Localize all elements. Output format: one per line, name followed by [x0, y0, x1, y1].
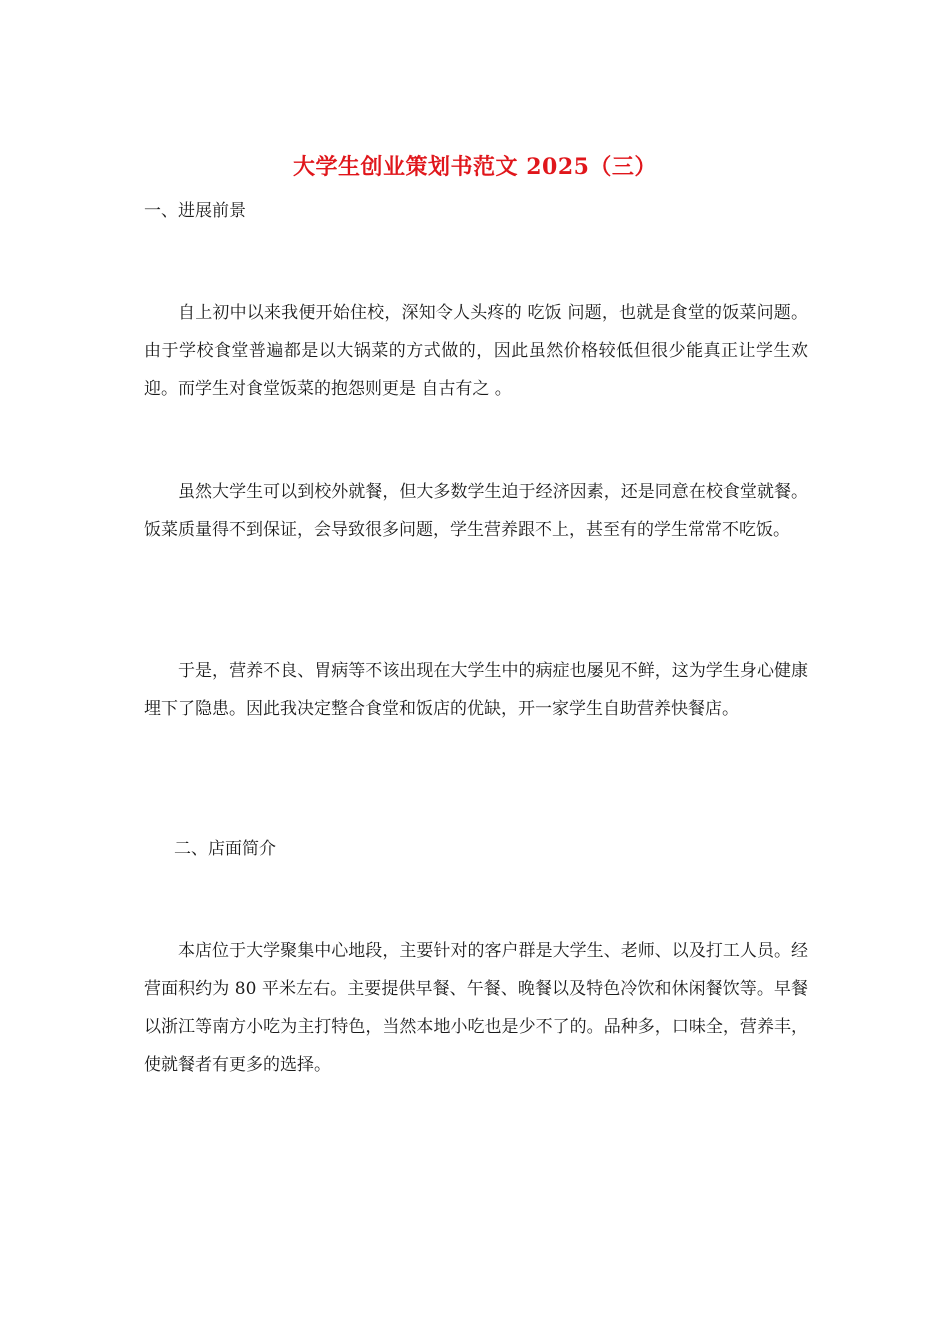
paragraph-store-intro: 本店位于大学聚集中心地段，主要针对的客户群是大学生、老师、以及打工人员。经营面积约为 80 平米左右。主要提供早餐、午餐、晚餐以及特色冷饮和休闲餐饮等。早餐以浙江等南方小吃为主打特色，当然本地小吃也是少不了的。品种多，口味全，营养丰，使就餐者有更多的选择。 — [144, 941, 808, 1075]
paragraph-health: 于是，营养不良、胃病等不该出现在大学生中的病症也屡见不鲜，这为学生身心健康埋下了隐患。因此我决定整合食堂和饭店的优缺，开一家学生自助营养快餐店。 — [144, 661, 808, 719]
paragraph-dining: 虽然大学生可以到校外就餐，但大多数学生迫于经济因素，还是同意在校食堂就餐。饭菜质量得不到保证，会导致很多问题，学生营养跟不上，甚至有的学生常常不吃饭。 — [144, 482, 808, 540]
section-heading-store: 二、店面简介 — [174, 839, 276, 859]
paragraph-intro: 自上初中以来我便开始住校，深知令人头疼的 吃饭 问题，也就是食堂的饭菜问题。由于学校食堂普遍都是以大锅菜的方式做的，因此虽然价格较低但很少能真正让学生欢迎。而学生对食堂饭菜的抱怨则更是 自古有之 。 — [144, 303, 808, 399]
section-heading-background: 一、进展前景 — [144, 201, 246, 221]
document-title: 大学生创业策划书范文 2025（三） — [293, 154, 657, 180]
